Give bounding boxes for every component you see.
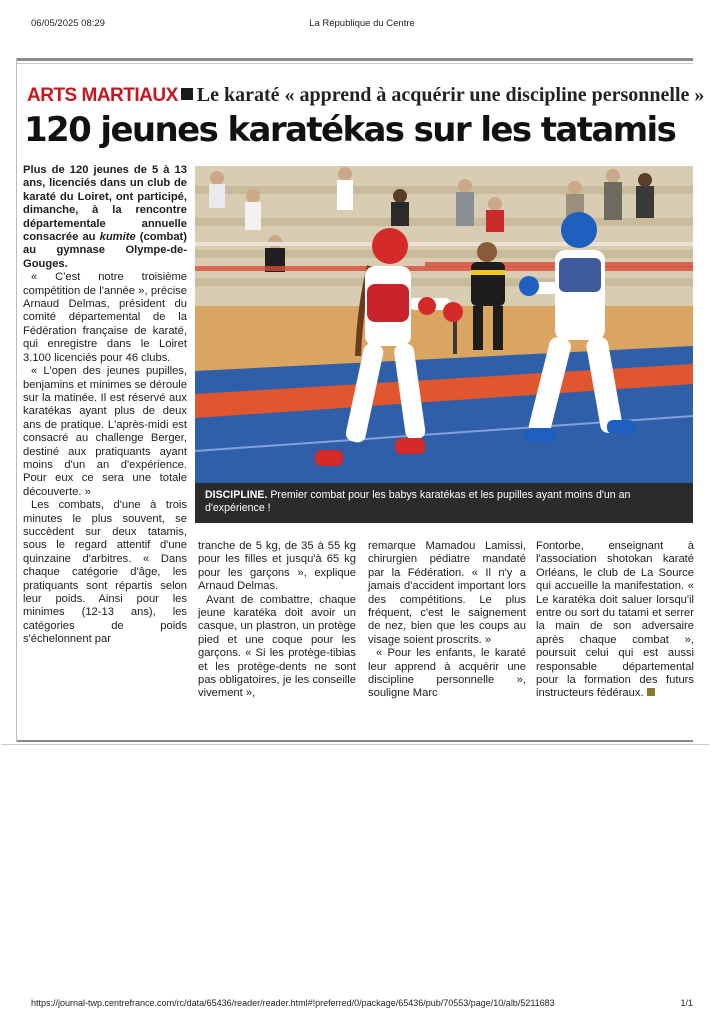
print-footer: [0, 998, 724, 1012]
body-paragraph: tranche de 5 kg, de 35 à 55 kg pour les filles et jusqu'à 65 kg pour les garçons », explique Arnaud Delmas.: [198, 540, 356, 593]
newspaper-name: La République du Centre: [309, 18, 415, 29]
kumite-term: kumite: [99, 231, 136, 244]
body-paragraph: « C'est notre troisième compétition de l'année », précise Arnaud Delmas, président du comité départemental de la Fédération française de karaté, qui enregistre dans le Loiret 3.100 licenciés pour 46 clubs.: [23, 271, 187, 364]
article: [16, 58, 705, 742]
top-rule: [17, 58, 693, 61]
column-1: [23, 164, 187, 738]
print-date: 06/05/2025 08:29: [31, 18, 105, 29]
body-paragraph-text: Fontorbe, enseignant à l'association shotokan karaté Orléans, le club de La Source qui accueille la manifestation. « Le karatéka doit saluer lorsqu'il entre ou sort du tatami et serrer la main de son adversaire après chaque combat », poursuit celui qui est aussi responsable départemental pour la formation des futurs instructeurs fédéraux.: [536, 540, 694, 700]
print-header: [0, 18, 724, 32]
body-paragraph: [536, 540, 694, 701]
body-paragraph: remarque Mamadou Lamissi, chirurgien pédiatre mandaté par la Fédération. « Il n'y a jamais d'accident important lors des compétitions. Le plus fréquent, c'est le saignement de nez, bien que les coups au visage soient proscrits. »: [368, 540, 526, 646]
square-bullet-icon: [181, 88, 193, 100]
lead-paragraph: Plus de 120 jeunes de 5 à 13 ans, licenciés dans un club de karaté du Loiret, ont participé, dimanche, à la rencontre départementale annuelle consacrée au kumite (combat) au gymnase Olympe-de-Gouges.: [23, 164, 187, 270]
kicker: [27, 84, 705, 110]
page-url: https://journal-twp.centrefrance.com/rc/data/65436/reader/reader.html#!preferred/0/package/65436/pub/70553/page/10/alb/5211683: [31, 998, 555, 1008]
bottom-rule: [17, 740, 693, 742]
page-count: 1/1: [680, 998, 693, 1008]
karate-photo: [195, 166, 693, 483]
body-paragraph: Les combats, d'une à trois minutes le plus souvent, se succèdent sur deux tatamis, sous le regard attentif d'une quinzaine d'arbitres. « Dans chaque catégorie d'âge, les pratiquants sont répartis selon leur poids. Ainsi pour les minimes (12-13 ans), les catégories de poids s'échelonnent par: [23, 499, 187, 646]
karate-match-illustration: [195, 166, 693, 483]
end-of-article-icon: [647, 688, 655, 696]
top-rule-thin: [17, 63, 693, 64]
body-paragraph: « L'open des jeunes pupilles, benjamins et minimes se déroule sur la matinée. Il est réservé aux karatékas ayant plus de deux ans de pratique. L'après-midi est consacré au challenge Berger, destiné aux pratiquants ayant moins d'un an d'expérience. Pour eux ce sera une totale découverte. »: [23, 365, 187, 498]
body-paragraph: Avant de combattre, chaque jeune karatéka doit avoir un casque, un plastron, un protège pied et une coque pour les garçons. « Si les protège-tibias et les protège-dents ne sont pas obligatoires, je les conseille vivement »,: [198, 593, 356, 700]
caption-label: DISCIPLINE.: [205, 489, 268, 501]
body-paragraph: « Pour les enfants, le karaté leur apprend à acquérir une discipline personnelle », souligne Marc: [368, 647, 526, 700]
column-2: [198, 540, 356, 738]
rubrique-label: ARTS MARTIAUX: [27, 85, 178, 106]
column-4: [536, 540, 694, 738]
caption-text: Premier combat pour les babys karatékas et les pupilles ayant moins d'un an d'expérience !: [205, 489, 631, 514]
column-3: [368, 540, 526, 738]
kicker-text: Le karaté « apprend à acquérir une discipline personnelle »: [196, 84, 705, 106]
photo-caption: [195, 483, 693, 523]
bottom-rule-thin: [1, 744, 709, 745]
headline: 120 jeunes karatékas sur les tatamis: [24, 110, 676, 150]
